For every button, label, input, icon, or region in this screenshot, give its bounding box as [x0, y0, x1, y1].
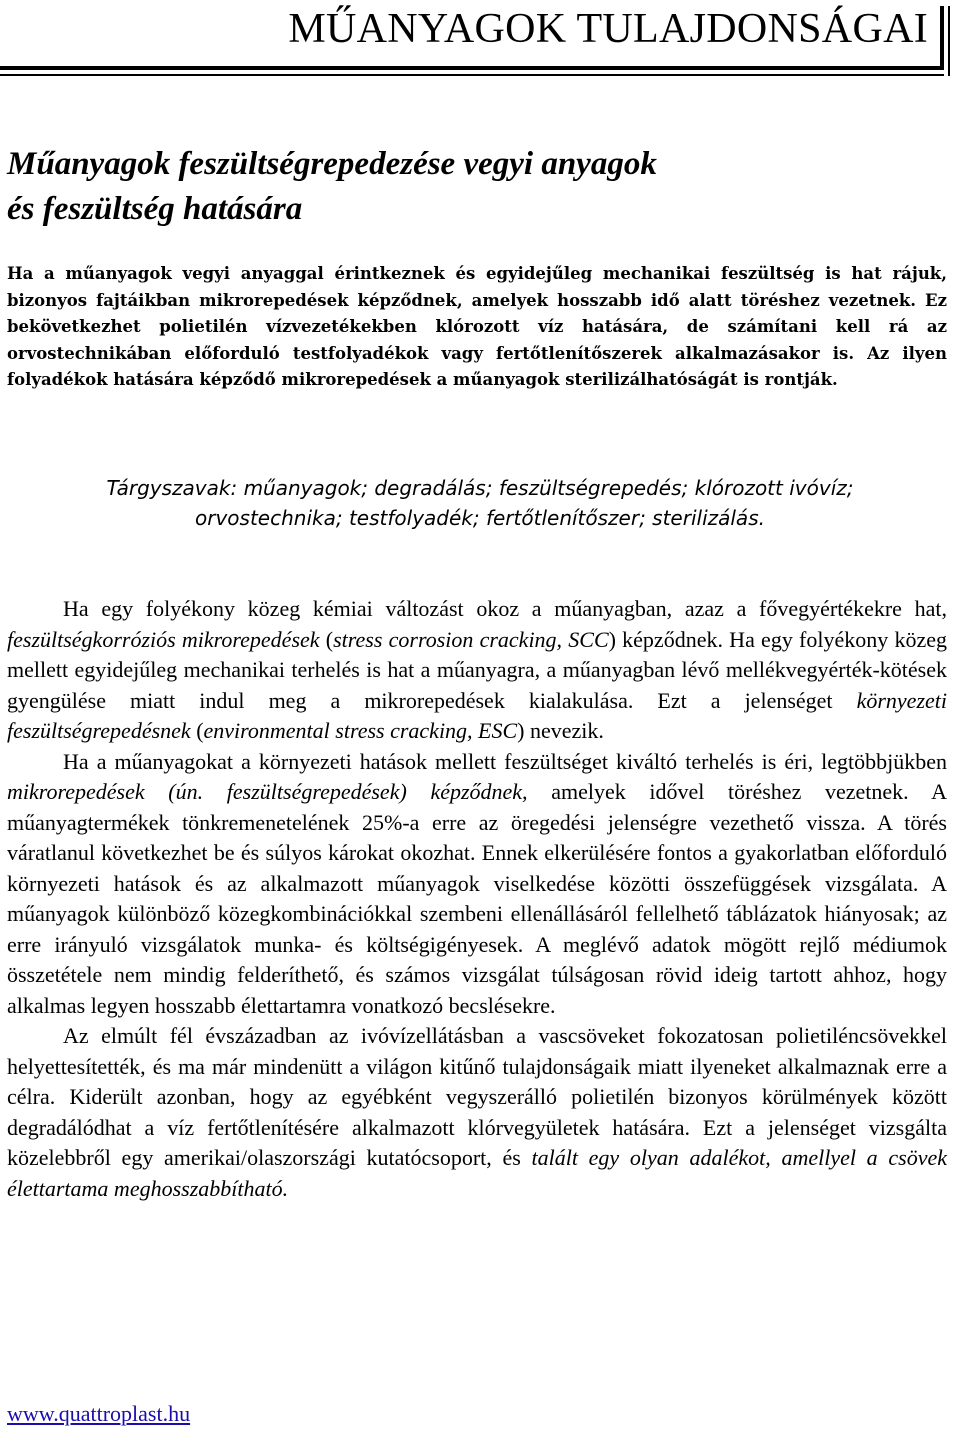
abstract: Ha a műanyagok vegyi anyaggal érintkeznek és egyidejűleg mechanikai feszültség is hat rájuk, bizonyos fajtáikban mikrorepedések képződnek, amelyek hosszabb idő alatt töréshez vezetnek. Ez bekövetkezhet polietilén vízvezetékekben klórozott víz hatására, de számítani kell rá az orvostechnikában előforduló testfolyadékok vagy fertőtlenítőszerek alkalmazásakor is. Az ilyen folyadékok hatására képződő mikrorepedések a műanyagok sterilizálhatóságát is rontják. [7, 264, 947, 389]
page-header [0, 0, 960, 82]
italic-term: mikrorepedések (ún. feszültségrepedések) képződnek, [7, 779, 528, 804]
article-title-line-1: Műanyagok feszültségrepedezése vegyi anyagok [7, 146, 657, 182]
italic-term: talált egy olyan adalékot, amellyel a csövek élettartama meghosszabbítható. [7, 1145, 947, 1201]
header-rule-vertical-thin [948, 6, 950, 76]
website-link[interactable]: www.quattroplast.hu [7, 1401, 191, 1426]
text: Az elmúlt fél évszázadban az ivóvízellátásban a vascsöveket fokozatosan polietiléncsövekkel helyettesítették, és ma már mindenütt a világon kitűnő tulajdonságaik miatt ilyeneket alkalmaznak erre a célra. Kiderült azonban, hogy az egyébként vegyszerálló polietilén bizonyos körülmények között degradálódhat a víz fertőtlenítésére alkalmazott klórvegyületek hatására. Ezt a jelenséget vizsgálta közelebbről egy amerikai/olaszországi kutatócsoport, és [7, 1023, 947, 1170]
italic-term: environmental stress cracking, ESC [203, 718, 518, 743]
section-title: MŰANYAGOK TULAJDONSÁGAI [288, 6, 928, 52]
text: Ha egy folyékony közeg kémiai változást okoz a műanyagban, azaz a fővegyértékekre hat, [63, 596, 947, 621]
text: ) nevezik. [517, 718, 604, 743]
paragraph-2 [7, 747, 947, 1022]
article-title-line-2: és feszültség hatására [7, 191, 303, 227]
italic-term: stress corrosion cracking, SCC [333, 626, 609, 652]
paragraph-3 [7, 1021, 947, 1204]
paragraph-1 [7, 594, 947, 747]
header-rule-vertical-thick [940, 6, 944, 70]
header-rule-thin [0, 74, 944, 76]
italic-term: feszültségkorróziós mikrorepedések [7, 626, 320, 652]
text: amelyek idővel töréshez vezetnek. A műanyagtermékek tönkremenetelének 25%-a erre az öregedési jelenségre vezethető vissza. A törés váratlanul következhet be és súlyos károkat okozhat. Ennek elkerülésére fontos a gyakorlatban előforduló környezeti hatások és az alkalmazott műanyagok viselkedése közötti összefüggések vizsgálata. A műanyagok különböző közegkombinációkkal szembeni ellenállásáról fellelhető táblázatok hiányosak; az erre irányuló vizsgálatok munka- és költségigényesek. A meglévő adatok mögött rejlő médiumok összetétele nem mindig felderíthető, és számos vizsgálat túlságosan rövid ideig tartott ahhoz, hogy alkalmas legyen hosszabb élettartamra vonatkozó becslésekre. [7, 779, 947, 1018]
keywords-line-2: orvostechnika; testfolyadék; fertőtlenítőszer; sterilizálás. [195, 506, 765, 530]
italic-term: környezeti feszültségrepedésnek [7, 687, 947, 743]
article-body [7, 594, 947, 1204]
text: ) képződnek. Ha egy folyékony közeg mellett egyidejűleg mechanikai terhelés is hat a műanyagra, a műanyagban lévő mellékvegyérték-kötések gyengülése miatt indul meg a mikrorepedések kialakulása. Ezt a jelenséget [7, 626, 947, 713]
keywords [0, 473, 960, 533]
keywords-line-1: Tárgyszavak: műanyagok; degradálás; feszültségrepedés; klórozott ivóvíz; [106, 476, 854, 500]
text: Ha a műanyagokat a környezeti hatások mellett feszültséget kiváltó terhelés is éri, legtöbbjükben [63, 748, 947, 774]
header-rule-thick [0, 66, 944, 70]
text: ( [319, 626, 334, 652]
text: ( [190, 718, 204, 743]
article-title [7, 142, 947, 232]
